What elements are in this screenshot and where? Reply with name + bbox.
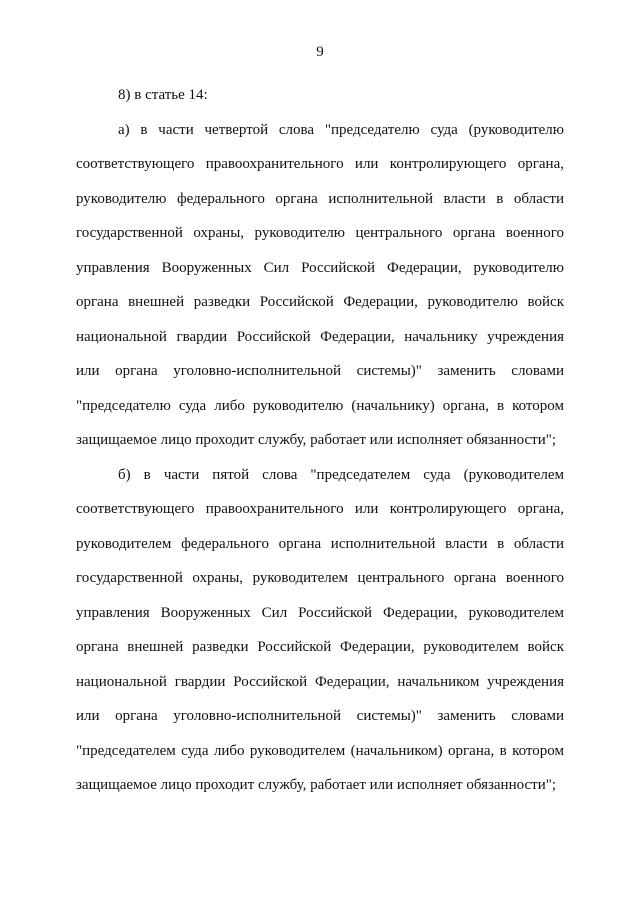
paragraph-line: 8) в статье 14: bbox=[118, 87, 208, 103]
paragraph-line: или органа уголовно-исполнительной системы)" заменить словами bbox=[76, 363, 564, 379]
paragraph-line: управления Вооруженных Сил Российской Федерации, руководителем bbox=[76, 604, 564, 621]
paragraph-line: "председателем суда либо руководителем (начальником) органа, в котором bbox=[76, 742, 564, 759]
paragraph-line: государственной охраны, руководителем центрального органа военного bbox=[76, 570, 564, 586]
paragraph-line: органа внешней разведки Российской Федерации, руководителю войск bbox=[76, 294, 564, 310]
paragraph-line: соответствующего правоохранительного или контролирующего органа, bbox=[76, 501, 564, 517]
paragraph-line: органа внешней разведки Российской Федерации, руководителем войск bbox=[76, 639, 564, 655]
paragraph-line: руководителем федерального органа исполнительной власти в области bbox=[76, 535, 564, 552]
paragraph-line: защищаемое лицо проходит службу, работает или исполняет обязанности"; bbox=[76, 432, 557, 448]
paragraph-line: национальной гвардии Российской Федерации, начальнику учреждения bbox=[76, 328, 564, 345]
paragraph-subitem-a bbox=[76, 113, 564, 458]
document-body bbox=[76, 78, 564, 803]
paragraph-line: управления Вооруженных Сил Российской Федерации, руководителю bbox=[76, 259, 564, 276]
paragraph-line: руководителю федерального органа исполнительной власти в области bbox=[76, 190, 564, 207]
paragraph-line: защищаемое лицо проходит службу, работает или исполняет обязанности"; bbox=[76, 777, 557, 793]
paragraph-line: а) в части четвертой слова "председателю суда (руководителю bbox=[118, 121, 564, 138]
paragraph-subitem-b bbox=[76, 458, 564, 803]
paragraph-line: государственной охраны, руководителю центрального органа военного bbox=[76, 225, 564, 241]
paragraph-item-8 bbox=[76, 78, 564, 113]
paragraph-line: "председателю суда либо руководителю (начальнику) органа, в котором bbox=[76, 397, 564, 414]
paragraph-line: или органа уголовно-исполнительной системы)" заменить словами bbox=[76, 708, 564, 724]
page-number: 9 bbox=[316, 44, 324, 60]
paragraph-line: б) в части пятой слова "председателем суда (руководителем bbox=[118, 466, 564, 483]
paragraph-line: национальной гвардии Российской Федерации, начальником учреждения bbox=[76, 673, 564, 690]
paragraph-line: соответствующего правоохранительного или контролирующего органа, bbox=[76, 156, 564, 172]
